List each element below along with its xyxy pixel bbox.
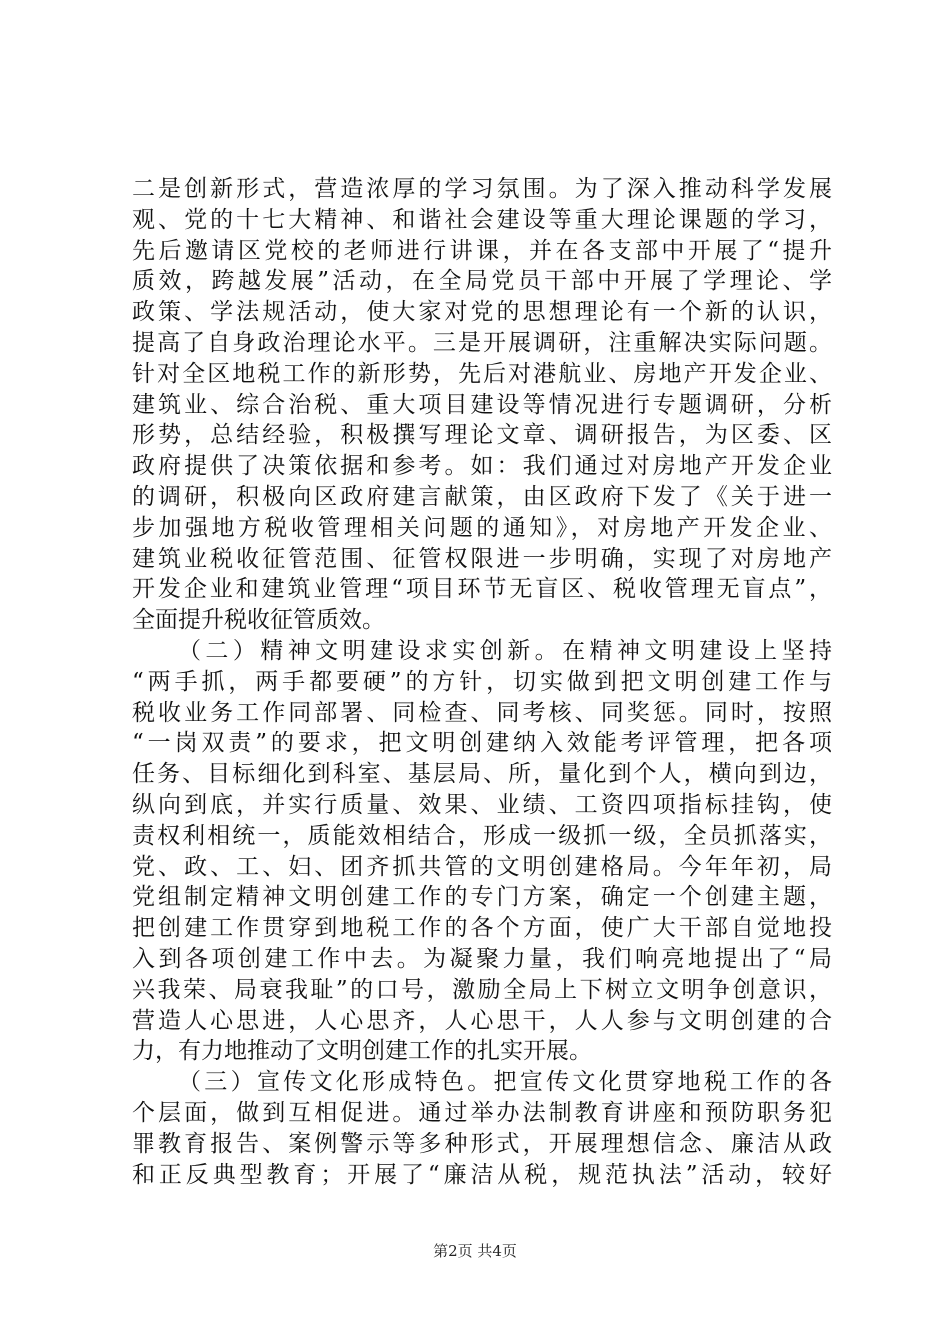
page-number-footer: 第2页 共4页 bbox=[433, 1242, 517, 1260]
text-line: “两手抓，两手都要硬”的方针，切实做到把文明创建工作与 bbox=[132, 668, 832, 695]
text-line: 纵向到底，并实行质量、效果、业绩、工资四项指标挂钩，使 bbox=[132, 791, 832, 818]
text-line: 个层面，做到互相促进。通过举办法制教育讲座和预防职务犯 bbox=[132, 1099, 832, 1126]
paragraph-heading-line: （三）宣传文化形成特色。把宣传文化贯穿地税工作的各 bbox=[178, 1069, 832, 1096]
text-line: 观、党的十七大精神、和谐社会建设等重大理论课题的学习， bbox=[132, 206, 832, 233]
text-line: 兴我荣、局衰我耻”的口号，激励全局上下树立文明争创意识， bbox=[132, 976, 832, 1003]
text-line: 政府提供了决策依据和参考。如：我们通过对房地产开发企业 bbox=[132, 453, 832, 480]
text-line: 税收业务工作同部署、同检查、同考核、同奖惩。同时，按照 bbox=[132, 699, 832, 726]
text-line: 提高了自身政治理论水平。三是开展调研，注重解决实际问题。 bbox=[132, 329, 832, 356]
text-line: 任务、目标细化到科室、基层局、所，量化到个人，横向到边， bbox=[132, 761, 832, 788]
text-line: 和正反典型教育；开展了“廉洁从税，规范执法”活动，较好 bbox=[132, 1161, 832, 1188]
document-body bbox=[132, 174, 832, 1190]
text-line: 责权利相统一，质能效相结合，形成一级抓一级，全员抓落实， bbox=[132, 822, 832, 849]
text-line: 步加强地方税收管理相关问题的通知》，对房地产开发企业、 bbox=[132, 514, 832, 541]
text-line: 针对全区地税工作的新形势，先后对港航业、房地产开发企业、 bbox=[132, 360, 832, 387]
text-line: 党、政、工、妇、团齐抓共管的文明创建格局。今年年初，局 bbox=[132, 853, 832, 880]
text-line: 开发企业和建筑业管理“项目环节无盲区、税收管理无盲点”， bbox=[132, 576, 832, 603]
text-line: 把创建工作贯穿到地税工作的各个方面，使广大干部自觉地投 bbox=[132, 915, 832, 942]
text-line: 建筑业、综合治税、重大项目建设等情况进行专题调研，分析 bbox=[132, 391, 832, 418]
paragraph-heading-line: （二）精神文明建设求实创新。在精神文明建设上坚持 bbox=[178, 637, 832, 664]
text-line: “一岗双责”的要求，把文明创建纳入效能考评管理，把各项 bbox=[132, 730, 832, 757]
text-line: 党组制定精神文明创建工作的专门方案，确定一个创建主题， bbox=[132, 884, 832, 911]
text-line: 形势，总结经验，积极撰写理论文章、调研报告，为区委、区 bbox=[132, 422, 832, 449]
text-line: 全面提升税收征管质效。 bbox=[132, 607, 385, 634]
text-line: 政策、学法规活动，使大家对党的思想理论有一个新的认识， bbox=[132, 299, 832, 326]
text-line: 营造人心思进，人心思齐，人心思干，人人参与文明创建的合 bbox=[132, 1007, 832, 1034]
text-line: 入到各项创建工作中去。为凝聚力量，我们响亮地提出了“局 bbox=[132, 945, 832, 972]
text-line: 先后邀请区党校的老师进行讲课，并在各支部中开展了“提升 bbox=[132, 237, 832, 264]
text-line: 二是创新形式，营造浓厚的学习氛围。为了深入推动科学发展 bbox=[132, 176, 832, 202]
text-line: 建筑业税收征管范围、征管权限进一步明确，实现了对房地产 bbox=[132, 545, 832, 572]
text-line: 力，有力地推动了文明创建工作的扎实开展。 bbox=[132, 1038, 592, 1065]
text-line: 的调研，积极向区政府建言献策，由区政府下发了《关于进一 bbox=[132, 483, 832, 510]
text-line: 罪教育报告、案例警示等多种形式，开展理想信念、廉洁从政 bbox=[132, 1130, 832, 1157]
text-line: 质效，跨越发展”活动，在全局党员干部中开展了学理论、学 bbox=[132, 268, 832, 295]
